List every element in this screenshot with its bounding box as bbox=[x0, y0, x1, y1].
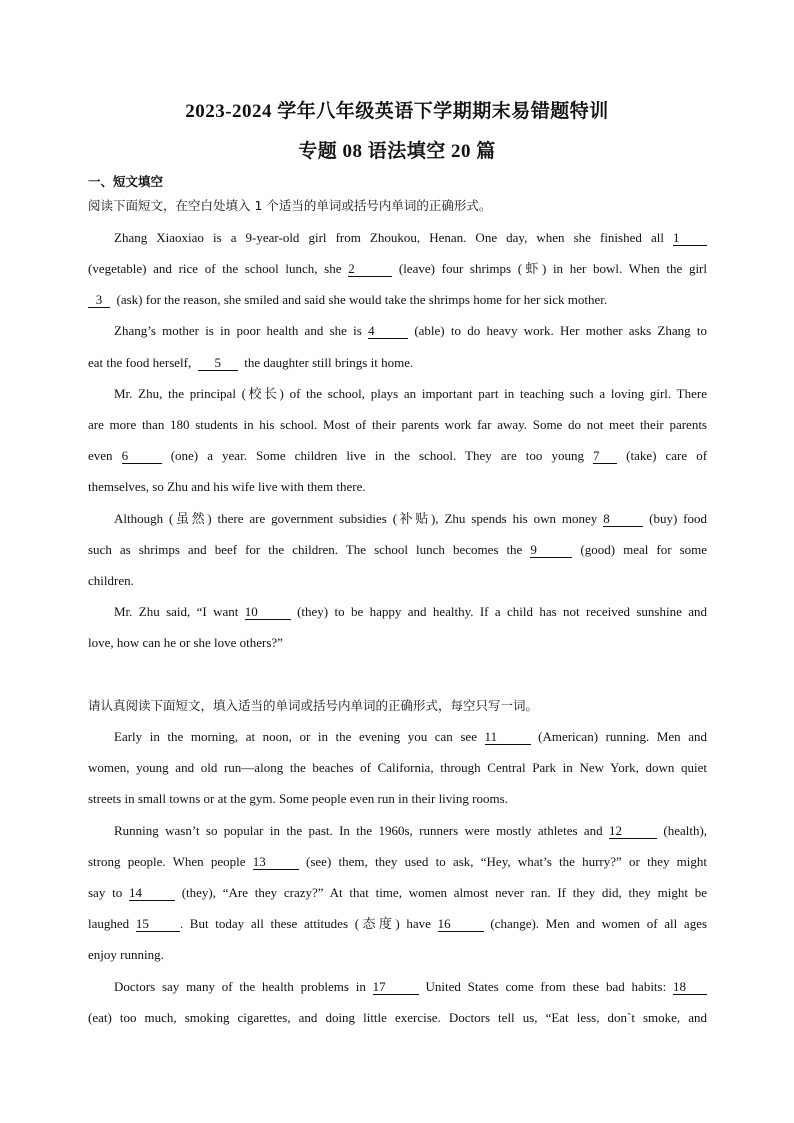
text: (one) a year. Some children live in the school. They are too young bbox=[170, 448, 584, 463]
answer-blank-2[interactable]: 2 bbox=[348, 262, 392, 277]
answer-blank-8[interactable]: 8 bbox=[603, 512, 643, 527]
passage2-line: enjoy running. bbox=[88, 947, 164, 962]
answer-blank-12[interactable]: 12 bbox=[609, 824, 657, 839]
text: Zhang’s mother is in poor health and she is bbox=[114, 323, 362, 338]
text: (good) meal for some bbox=[580, 542, 708, 557]
passage1-line bbox=[88, 261, 707, 277]
passage1-line bbox=[88, 355, 413, 371]
text: even bbox=[88, 448, 113, 463]
passage1-line: Mr. Zhu, the principal (校长) of the school, plays an important part in teaching such a loving girl. There bbox=[114, 386, 707, 401]
passage1-line bbox=[88, 448, 707, 464]
text: . But today all these attitudes (态度) have bbox=[179, 916, 431, 931]
passage2-line bbox=[88, 854, 707, 870]
text: (health), bbox=[663, 823, 708, 838]
text: (change). Men and women of all ages bbox=[490, 916, 708, 931]
answer-blank-17[interactable]: 17 bbox=[373, 980, 419, 995]
text: Early in the morning, at noon, or in the evening you can see bbox=[114, 729, 477, 744]
passage2-instruction: 请认真阅读下面短文，填入适当的单词或括号内单词的正确形式，每空只写一词。 bbox=[88, 698, 539, 713]
text: United States come from these bad habits: bbox=[425, 979, 667, 994]
answer-blank-7[interactable]: 7 bbox=[593, 449, 617, 464]
text: (leave) four shrimps (虾) in her bowl. When the girl bbox=[398, 261, 707, 276]
text: (take) care of bbox=[626, 448, 708, 463]
text: (they) to be happy and healthy. If a child has not received sunshine and bbox=[297, 604, 708, 619]
passage1-line: themselves, so Zhu and his wife live with them there. bbox=[88, 479, 366, 494]
passage1-line: love, how can he or she love others?” bbox=[88, 635, 283, 650]
passage1-line bbox=[114, 323, 707, 339]
passage2-line bbox=[88, 916, 707, 932]
section-heading: 一、短文填空 bbox=[88, 174, 164, 189]
passage1-line bbox=[88, 542, 707, 558]
text: (able) to do heavy work. Her mother asks Zhang to bbox=[414, 323, 707, 338]
passage1-line bbox=[114, 604, 707, 620]
answer-blank-14[interactable]: 14 bbox=[129, 886, 175, 901]
passage1-line: are more than 180 students in his school. Most of their parents work far away. Some do not meet their parents bbox=[88, 417, 707, 432]
text: Doctors say many of the health problems in bbox=[114, 979, 366, 994]
answer-blank-1[interactable]: 1 bbox=[673, 231, 707, 246]
answer-blank-13[interactable]: 13 bbox=[253, 855, 299, 870]
answer-blank-18[interactable]: 18 bbox=[673, 980, 707, 995]
answer-blank-6[interactable]: 6 bbox=[122, 449, 162, 464]
passage2-line: women, young and old run—along the beaches of California, through Central Park in New York, down quiet bbox=[88, 760, 707, 775]
text: (see) them, they used to ask, “Hey, what’s the hurry?” or they might bbox=[306, 854, 708, 869]
passage2-line bbox=[114, 979, 707, 995]
passage2-line bbox=[88, 885, 707, 901]
text: (vegetable) and rice of the school lunch, she bbox=[88, 261, 342, 276]
text: the daughter still brings it home. bbox=[244, 355, 414, 370]
answer-blank-9[interactable]: 9 bbox=[530, 543, 572, 558]
passage2-line bbox=[114, 729, 707, 745]
text: Although (虽然) there are government subsidies (补贴), Zhu spends his own money bbox=[114, 511, 598, 526]
text: (ask) for the reason, she smiled and said she would take the shrimps home for her sick mother. bbox=[116, 292, 608, 307]
text: such as shrimps and beef for the children. The school lunch becomes the bbox=[88, 542, 523, 557]
answer-blank-16[interactable]: 16 bbox=[438, 917, 484, 932]
text: Mr. Zhu said, “I want bbox=[114, 604, 239, 619]
document-subtitle: 专题 08 语法填空 20 篇 bbox=[298, 141, 496, 162]
text: Zhang Xiaoxiao is a 9-year-old girl from Zhoukou, Henan. One day, when she finished all bbox=[114, 230, 664, 245]
document-title: 2023-2024 学年八年级英语下学期期末易错题特训 bbox=[185, 101, 609, 122]
text: (buy) food bbox=[649, 511, 708, 526]
text: (they), “Are they crazy?” At that time, women almost never ran. If they did, they might be bbox=[181, 885, 707, 900]
passage1-line bbox=[114, 230, 707, 246]
text: strong people. When people bbox=[88, 854, 246, 869]
passage1-line bbox=[114, 511, 707, 527]
text: say to bbox=[88, 885, 123, 900]
passage2-line: streets in small towns or at the gym. Some people even run in their living rooms. bbox=[88, 791, 508, 806]
passage2-line: (eat) too much, smoking cigarettes, and doing little exercise. Doctors tell us, “Eat less, don`t smoke, and bbox=[88, 1010, 707, 1025]
passage1-line: children. bbox=[88, 573, 134, 588]
passage1-instruction: 阅读下面短文，在空白处填入 1 个适当的单词或括号内单词的正确形式。 bbox=[88, 198, 492, 213]
answer-blank-4[interactable]: 4 bbox=[368, 324, 408, 339]
answer-blank-5[interactable]: 5 bbox=[198, 356, 238, 371]
text: eat the food herself, bbox=[88, 355, 192, 370]
passage1-line bbox=[88, 292, 607, 308]
answer-blank-10[interactable]: 10 bbox=[245, 605, 291, 620]
text: (American) running. Men and bbox=[538, 729, 708, 744]
text: laughed bbox=[88, 916, 130, 931]
passage2-line bbox=[114, 823, 707, 839]
answer-blank-15[interactable]: 15 bbox=[136, 917, 180, 932]
answer-blank-3[interactable]: 3 bbox=[88, 293, 110, 308]
answer-blank-11[interactable]: 11 bbox=[485, 730, 531, 745]
text: Running wasn’t so popular in the past. In the 1960s, runners were mostly athletes and bbox=[114, 823, 603, 838]
